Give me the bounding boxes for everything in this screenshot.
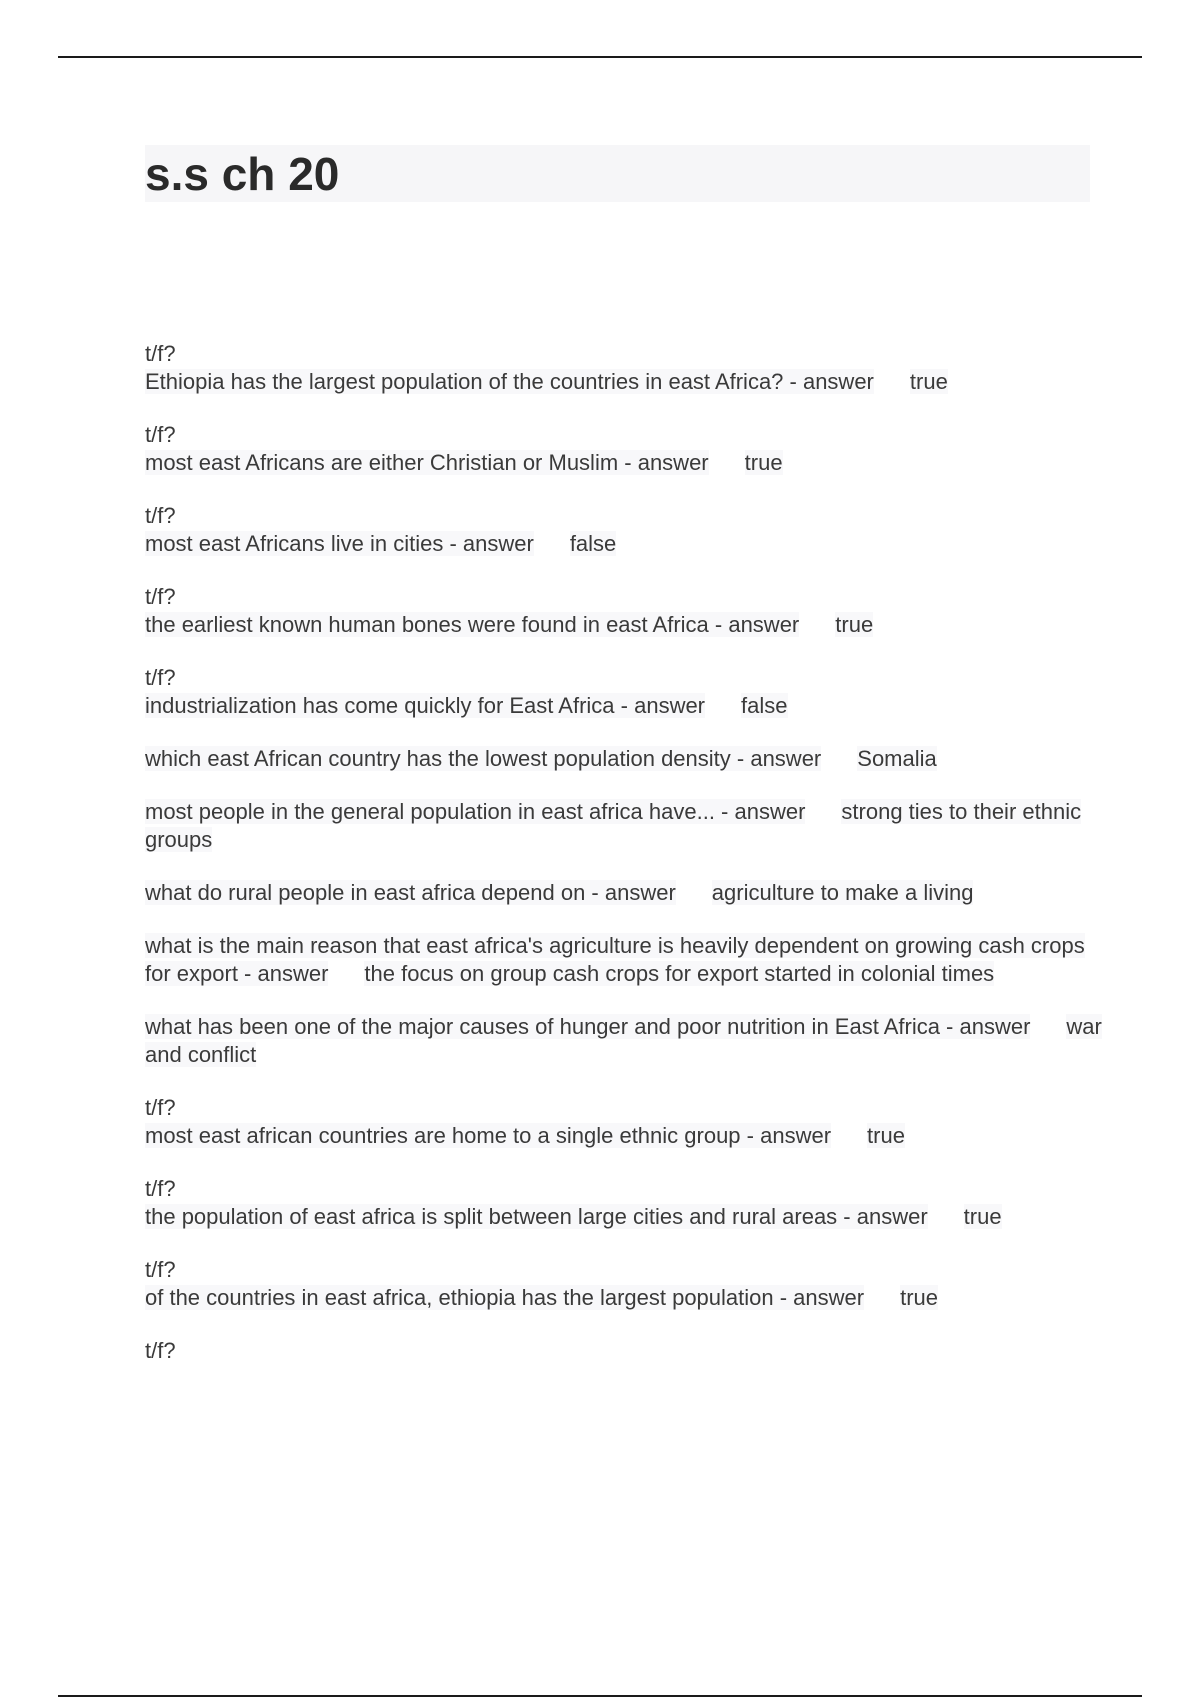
true-false-prefix: t/f? bbox=[145, 341, 176, 366]
flashcard-item bbox=[145, 745, 1105, 773]
flashcard-item bbox=[145, 583, 1105, 639]
flashcard-item bbox=[145, 1256, 1105, 1312]
question-text: most people in the general population in east africa have... - answer bbox=[145, 799, 806, 824]
answer-text: Somalia bbox=[857, 746, 937, 771]
answer-text: true bbox=[835, 612, 874, 637]
question-answer-line bbox=[145, 611, 1105, 639]
flashcard-item bbox=[145, 664, 1105, 720]
true-false-prefix: t/f? bbox=[145, 422, 176, 447]
true-false-prefix: t/f? bbox=[145, 1257, 176, 1282]
flashcard-item bbox=[145, 932, 1105, 988]
flashcard-item bbox=[145, 1337, 1105, 1365]
question-answer-line bbox=[145, 692, 1105, 720]
question-text: of the countries in east africa, ethiopia has the largest population - answer bbox=[145, 1285, 865, 1310]
question-text: the population of east africa is split between large cities and rural areas - answer bbox=[145, 1204, 928, 1229]
true-false-prefix: t/f? bbox=[145, 584, 176, 609]
true-false-prefix: t/f? bbox=[145, 1095, 176, 1120]
question-answer-line bbox=[145, 449, 1105, 477]
question-answer-line bbox=[145, 1203, 1105, 1231]
question-text: Ethiopia has the largest population of the countries in east Africa? - answer bbox=[145, 369, 874, 394]
question-answer-line bbox=[145, 798, 1105, 854]
question-text: what is the main reason that east africa's agriculture is heavily dependent on growing cash crops for export - answer bbox=[145, 933, 1085, 986]
flashcard-list bbox=[145, 340, 1105, 1390]
flashcard-item bbox=[145, 340, 1105, 396]
answer-text: true bbox=[900, 1285, 939, 1310]
flashcard-item bbox=[145, 879, 1105, 907]
flashcard-item bbox=[145, 1013, 1105, 1069]
flashcard-item bbox=[145, 1094, 1105, 1150]
flashcard-item bbox=[145, 421, 1105, 477]
answer-text: false bbox=[741, 693, 788, 718]
question-answer-line bbox=[145, 1284, 1105, 1312]
true-false-prefix: t/f? bbox=[145, 503, 176, 528]
question-text: which east African country has the lowest population density - answer bbox=[145, 746, 822, 771]
answer-text: war and conflict bbox=[145, 1014, 1102, 1067]
flashcard-item bbox=[145, 1175, 1105, 1231]
question-text: industrialization has come quickly for East Africa - answer bbox=[145, 693, 706, 718]
flashcard-item bbox=[145, 798, 1105, 854]
footer-rule bbox=[58, 1695, 1142, 1697]
question-text: most east Africans live in cities - answer bbox=[145, 531, 534, 556]
document-title: s.s ch 20 bbox=[145, 148, 340, 200]
answer-text: true bbox=[744, 450, 783, 475]
true-false-prefix: t/f? bbox=[145, 1338, 176, 1363]
answer-text: agriculture to make a living bbox=[711, 880, 974, 905]
true-false-prefix: t/f? bbox=[145, 665, 176, 690]
header-rule bbox=[58, 56, 1142, 58]
question-text: most east Africans are either Christian or Muslim - answer bbox=[145, 450, 709, 475]
question-answer-line bbox=[145, 1122, 1105, 1150]
question-answer-line bbox=[145, 1013, 1105, 1069]
question-text: most east african countries are home to a single ethnic group - answer bbox=[145, 1123, 832, 1148]
answer-text: false bbox=[569, 531, 617, 556]
question-answer-line bbox=[145, 745, 1105, 773]
question-answer-line bbox=[145, 879, 1105, 907]
question-answer-line bbox=[145, 530, 1105, 558]
answer-text: true bbox=[963, 1204, 1002, 1229]
question-answer-line bbox=[145, 368, 1105, 396]
question-text: what has been one of the major causes of hunger and poor nutrition in East Africa - answer bbox=[145, 1014, 1031, 1039]
question-text: the earliest known human bones were found in east Africa - answer bbox=[145, 612, 800, 637]
answer-text: strong ties to their ethnic groups bbox=[145, 799, 1082, 852]
question-answer-line bbox=[145, 932, 1105, 988]
answer-text: the focus on group cash crops for export started in colonial times bbox=[364, 961, 995, 986]
answer-text: true bbox=[909, 369, 948, 394]
answer-text: true bbox=[867, 1123, 905, 1148]
flashcard-item bbox=[145, 502, 1105, 558]
true-false-prefix: t/f? bbox=[145, 1176, 176, 1201]
question-text: what do rural people in east africa depend on - answer bbox=[145, 880, 676, 905]
